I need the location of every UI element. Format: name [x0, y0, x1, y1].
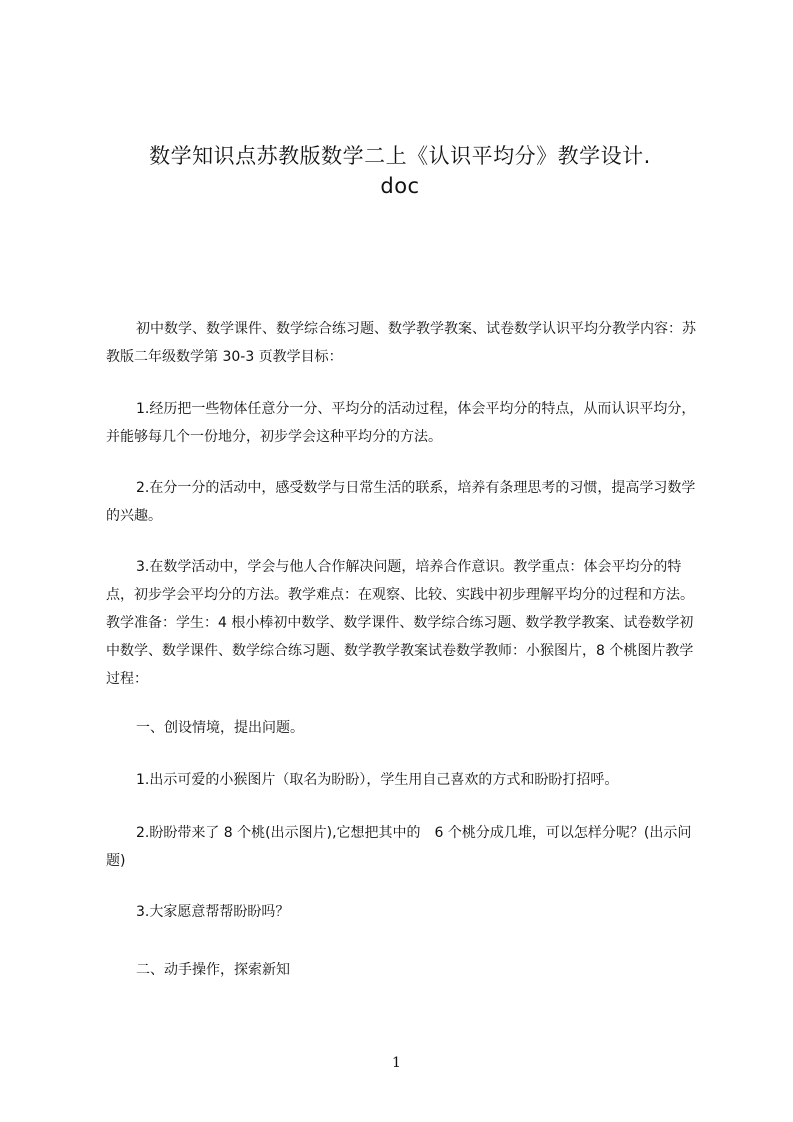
paragraph-goal-1: 1.经历把一些物体任意分一分、平均分的活动过程，体会平均分的特点，从而认识平均分，并能够每几个一份地分，初步学会这种平均分的方法。	[106, 401, 696, 445]
paragraph-step-3: 3.大家愿意帮帮盼盼吗？	[136, 904, 290, 920]
section-heading-2: 二、动手操作，探索新知	[136, 962, 290, 978]
paragraph-goal-3: 3.在数学活动中，学会与他人合作解决问题，培养合作意识。教学重点：体会平均分的特点，初步学会平均分的方法。教学难点：在观察、比较、实践中初步理解平均分的过程和方法。教学准备：学生：4 根小棒初中数学、数学课件、数学综合练习题、数学教学教案、试卷数学初中数学、数学课件、数学综合练习题、数学教学教案试卷数学教师：小猴图片，8 个桃图片教学过程：	[106, 559, 694, 687]
title-line-2: doc	[380, 174, 420, 198]
title-line-1: 数学知识点苏教版数学二上《认识平均分》教学设计.	[149, 144, 651, 168]
page-number: 1	[392, 1055, 401, 1071]
paragraph-goal-2: 2.在分一分的活动中，感受数学与日常生活的联系，培养有条理思考的习惯，提高学习数学的兴趣。	[106, 480, 696, 524]
paragraph-step-1: 1.出示可爱的小猴图片（取名为盼盼），学生用自己喜欢的方式和盼盼打招呼。	[136, 772, 619, 788]
section-heading-1: 一、创设情境，提出问题。	[136, 720, 304, 736]
paragraph-intro: 初中数学、数学课件、数学综合练习题、数学教学教案、试卷数学认识平均分教学内容：苏教版二年级数学第 30-3 页教学目标：	[106, 321, 696, 365]
paragraph-step-2: 2.盼盼带来了 8 个桃(出示图片),它想把其中的 6 个桃分成几堆，可以怎样分呢？(出示问题)	[106, 825, 692, 869]
document-title	[100, 141, 700, 201]
